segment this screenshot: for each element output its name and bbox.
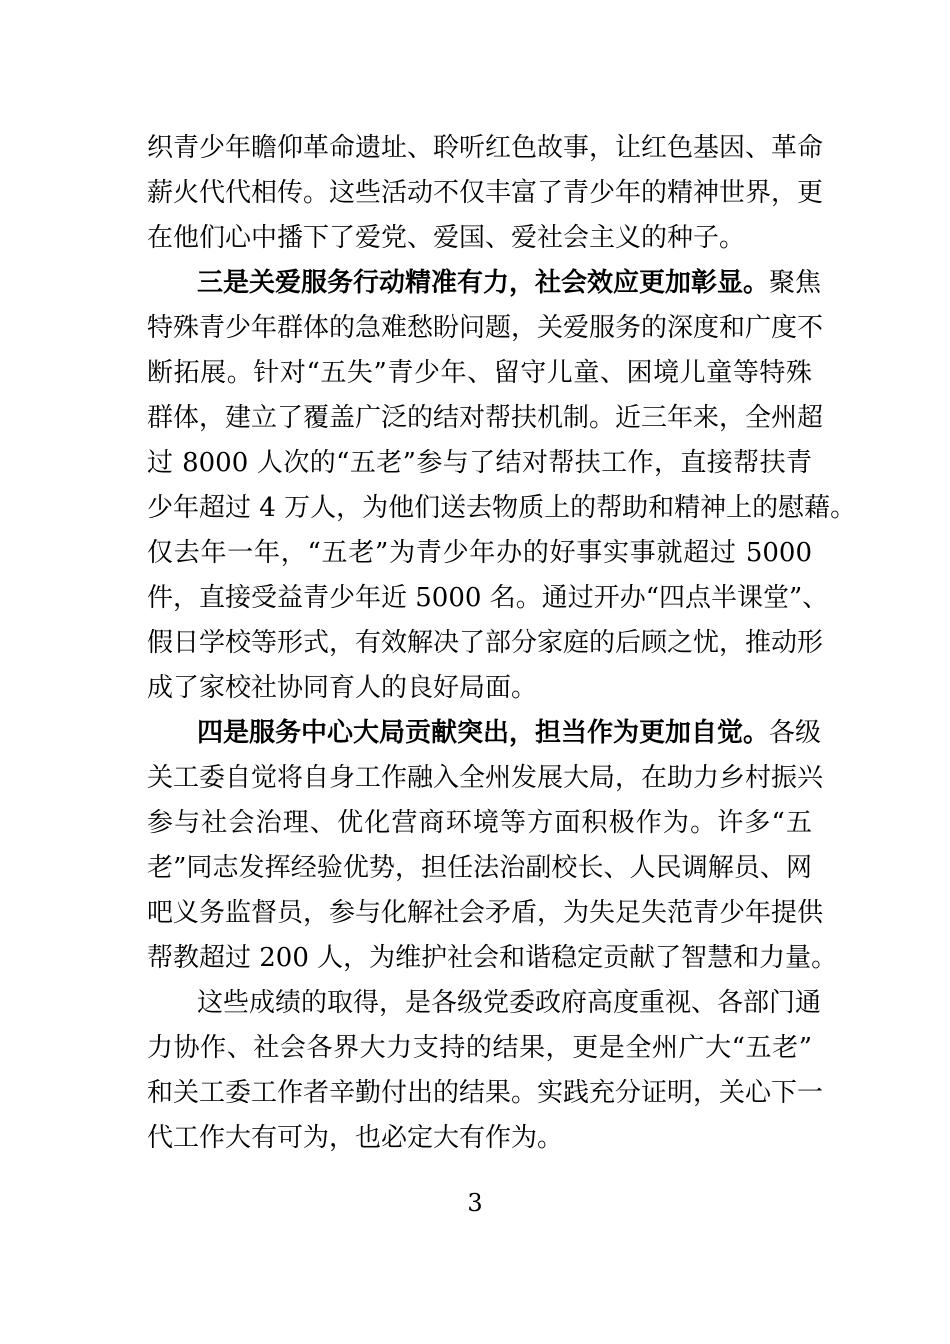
text-line: 和关工委工作者辛勤付出的结果。实践充分证明，关心下一	[147, 1078, 824, 1108]
text-line: 在他们心中播下了爱党、爱国、爱社会主义的种子。	[147, 223, 746, 253]
text-line: 特殊青少年群体的急难愁盼问题，关爱服务的深度和广度不	[147, 313, 824, 343]
text-line: 织青少年瞻仰革命遗址、聆听红色故事，让红色基因、革命	[147, 133, 824, 163]
text-line: 假日学校等形式，有效解决了部分家庭的后顾之忧，推动形	[147, 628, 824, 658]
section-heading: 三是关爱服务行动精准有力，社会效应更加彰显。	[197, 268, 770, 298]
text-line: 成了家校社协同育人的良好局面。	[147, 673, 538, 703]
text-line: 吧义务监督员，参与化解社会矛盾，为失足失范青少年提供	[147, 898, 824, 928]
text-line: 件，直接受益青少年近 5000 名。通过开办“四点半课堂”、	[147, 583, 829, 613]
section-heading: 四是服务中心大局贡献突出，担当作为更加自觉。	[197, 718, 770, 748]
text-line: 群体，建立了覆盖广泛的结对帮扶机制。近三年来，全州超	[147, 403, 824, 433]
paragraph-first-line	[197, 711, 822, 755]
text-line: 老”同志发挥经验优势，担任法治副校长、人民调解员、网	[147, 853, 812, 883]
text-line: 力协作、社会各界大力支持的结果，更是全州广大“五老”	[147, 1033, 812, 1063]
paragraph-first-line	[197, 261, 822, 305]
text-line: 关工委自觉将自身工作融入全州发展大局，在助力乡村振兴	[147, 763, 824, 793]
text-run: 聚焦	[769, 268, 822, 298]
text-line: 帮教超过 200 人，为维护社会和谐稳定贡献了智慧和力量。	[147, 943, 838, 973]
text-line: 代工作大有可为，也必定大有作为。	[147, 1123, 564, 1153]
text-line: 过 8000 人次的“五老”参与了结对帮扶工作，直接帮扶青	[147, 448, 812, 478]
text-line: 薪火代代相传。这些活动不仅丰富了青少年的精神世界，更	[147, 178, 824, 208]
text-line: 少年超过 4 万人，为他们送去物质上的帮助和精神上的慰藉。	[147, 493, 857, 523]
text-line: 这些成绩的取得，是各级党委政府高度重视、各部门通	[197, 988, 822, 1018]
text-run: 各级	[769, 718, 822, 748]
text-line: 仅去年一年，“五老”为青少年办的好事实事就超过 5000	[147, 538, 812, 568]
text-line: 参与社会治理、优化营商环境等方面积极作为。许多“五	[147, 808, 812, 838]
text-line: 断拓展。针对“五失”青少年、留守儿童、困境儿童等特殊	[147, 358, 812, 388]
page-number: 3	[467, 1189, 483, 1217]
